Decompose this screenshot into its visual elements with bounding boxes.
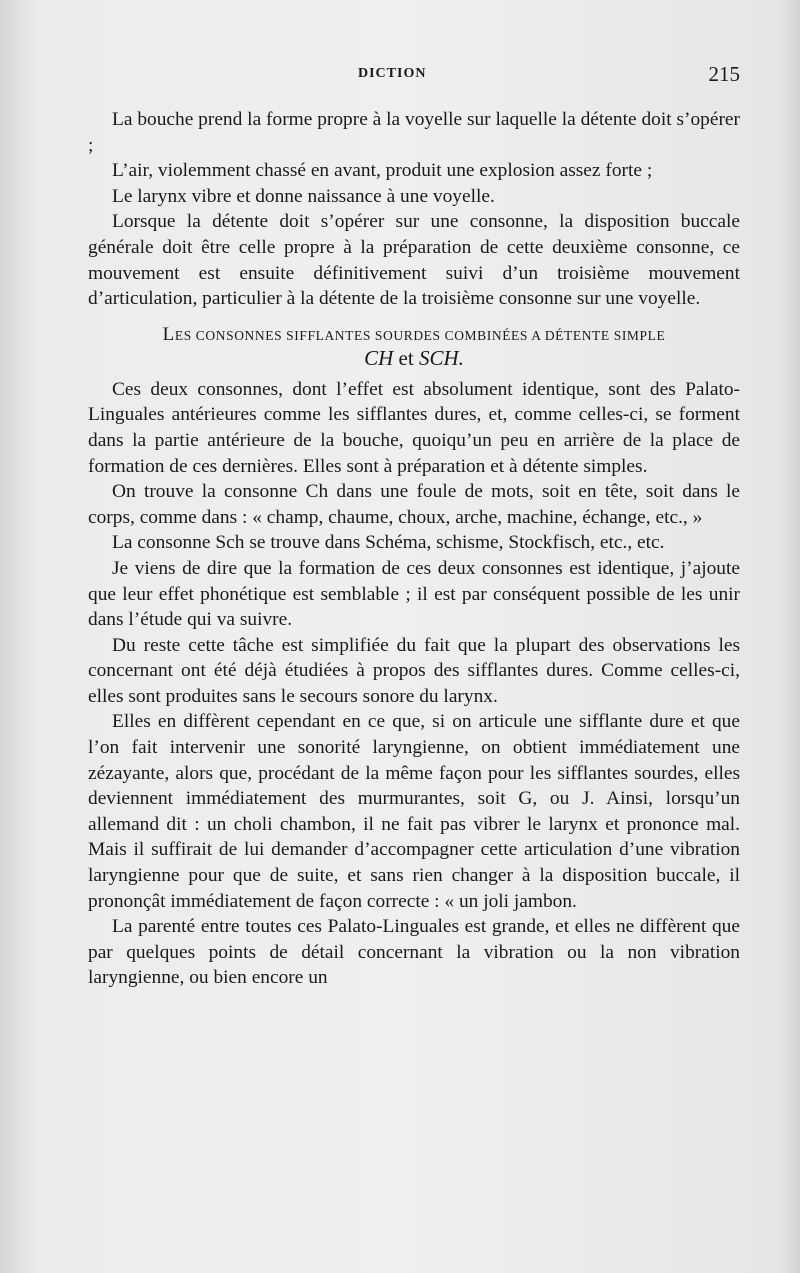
section-subtitle: [88, 345, 740, 371]
paragraph: La consonne Sch se trouve dans Schéma, schisme, Stockfisch, etc., etc.: [112, 532, 665, 554]
paragraph: Je viens de dire que la formation de ces deux consonnes est identique, j’ajoute que leur effet phonétique est semblable ; il est par conséquent possible de les unir dans l’étude qui va suivre.: [88, 557, 740, 631]
page-body: [88, 107, 740, 991]
paragraph: Lorsque la détente doit s’opérer sur une consonne, la disposition buccale générale doit être celle propre à la préparation de cette deuxième consonne, ce mouvement est ensuite définitivement suivi d’un troisième mouvement d’articulation, particulier à la détente de la troisième consonne sur une voyelle.: [88, 211, 740, 310]
paragraph: La bouche prend la forme propre à la voyelle sur laquelle la détente doit s’opérer ;: [88, 109, 740, 156]
page-number: 215: [708, 62, 740, 86]
paragraph: Elles en diffèrent cependant en ce que, si on articule une sifflante dure et que l’on fait intervenir une sonorité laryngienne, on obtient immédiatement une zézayante, alors que, procédant de la même façon pour les sifflantes sourdes, elles deviennent immédiatement des murmurantes, soit G, ou J. Ainsi, lorsqu’un allemand dit : un choli chambon, il ne fait pas vibrer le larynx et prononce mal. Mais il suffirait de lui demander d’accompagner cette articulation d’une vibration laryngienne pour que de suite, et sans rien changer à la disposition buccale, il prononçât immédiatement de façon correcte : « un joli jambon.: [88, 711, 740, 912]
paragraph: La parenté entre toutes ces Palato-Linguales est grande, et elles ne diffèrent que par quelques points de détail concernant la vibration ou la non vibration laryngienne, ou bien encore un: [88, 916, 740, 989]
paragraph: On trouve la consonne Ch dans une foule de mots, soit en tête, soit dans le corps, comme dans : « champ, chaume, choux, arche, machine, échange, etc., »: [88, 481, 740, 528]
section-subtitle-et: et: [393, 345, 419, 370]
section-subtitle-ch: CH: [364, 345, 394, 370]
section-title: [88, 323, 740, 345]
section-title-initial: L: [162, 323, 175, 345]
section-subtitle-sch: SCH.: [418, 345, 464, 370]
paragraph: Du reste cette tâche est simplifiée du fait que la plupart des observations les concernant ont été déjà étudiées à propos des sifflantes dures. Comme celles-ci, elles sont produites sans le secours sonore du larynx.: [88, 634, 740, 707]
running-title: DICTION: [358, 66, 427, 81]
paragraph: Le larynx vibre et donne naissance à une voyelle.: [112, 185, 495, 207]
section-title-text: ES CONSONNES SIFFLANTES SOURDES COMBINÉES A DÉTENTE SIMPLE: [174, 327, 666, 343]
paragraph: Ces deux consonnes, dont l’effet est absolument identique, sont des Palato-Linguales antérieures comme les sifflantes dures, et, comme celles-ci, se forment dans la partie antérieure de la bouche, quoiqu’un peu en arrière de la place de formation de ces dernières. Elles sont à préparation et à détente simples.: [88, 378, 740, 477]
page-header: [88, 62, 740, 86]
paragraph: L’air, violemment chassé en avant, produit une explosion assez forte ;: [112, 160, 653, 182]
